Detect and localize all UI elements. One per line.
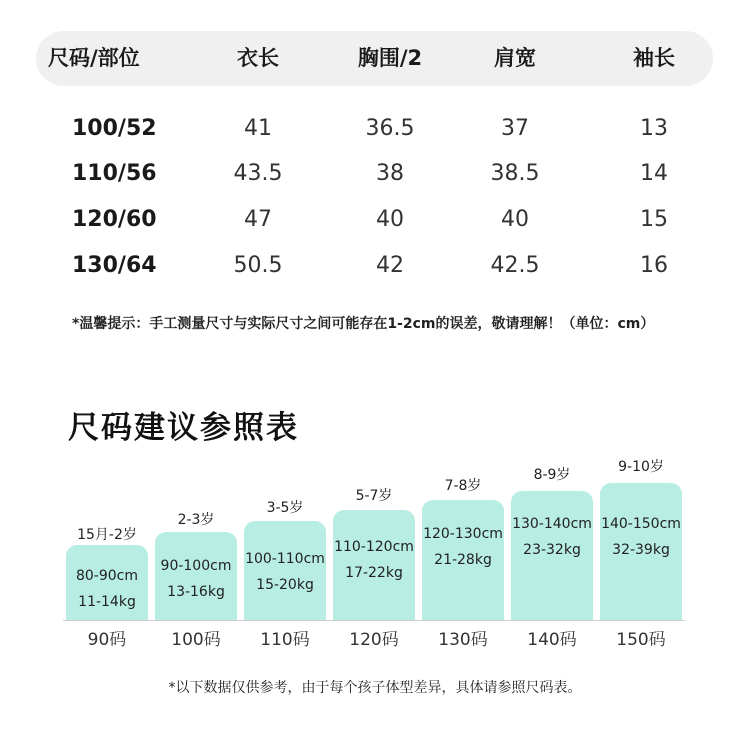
size-label: 90码: [87, 630, 127, 650]
row-size: 110/56: [72, 161, 157, 186]
weight-range: 23-32kg: [523, 542, 581, 558]
cell-shoulder: 38.5: [490, 161, 540, 186]
row-size: 130/64: [72, 253, 157, 278]
cell-sleeve: 16: [640, 253, 668, 278]
weight-range: 32-39kg: [612, 542, 670, 558]
cell-length: 43.5: [233, 161, 283, 186]
age-label: 7-8岁: [444, 478, 482, 494]
cell-length: 47: [244, 207, 272, 232]
size-label: 140码: [527, 630, 577, 650]
reference-note: *以下数据仅供参考，由于每个孩子体型差异，具体请参照尺码表。: [168, 680, 582, 696]
cell-chest: 36.5: [365, 116, 415, 141]
weight-range: 13-16kg: [167, 584, 225, 600]
cell-chest: 40: [376, 207, 404, 232]
baseline-divider: [63, 620, 685, 621]
age-label: 3-5岁: [266, 500, 304, 516]
height-range: 130-140cm: [512, 516, 592, 532]
height-range: 120-130cm: [423, 526, 503, 542]
header-sleeve: 袖长: [633, 46, 675, 70]
weight-range: 15-20kg: [256, 577, 314, 593]
cell-chest: 38: [376, 161, 404, 186]
age-label: 2-3岁: [177, 512, 215, 528]
height-range: 80-90cm: [75, 568, 138, 584]
cell-sleeve: 14: [640, 161, 668, 186]
cell-chest: 42: [376, 253, 404, 278]
row-size: 120/60: [72, 207, 157, 232]
weight-range: 21-28kg: [434, 552, 492, 568]
height-range: 100-110cm: [245, 551, 325, 567]
cell-length: 41: [244, 116, 272, 141]
age-label: 9-10岁: [618, 459, 664, 475]
size-label: 130码: [438, 630, 488, 650]
measurement-note: *温馨提示：手工测量尺寸与实际尺寸之间可能存在1-2cm的误差，敬请理解！（单位：cm）: [72, 316, 655, 332]
header-chest: 胸围/2: [357, 46, 423, 70]
weight-range: 17-22kg: [345, 565, 403, 581]
age-label: 5-7岁: [355, 488, 393, 504]
cell-sleeve: 13: [640, 116, 668, 141]
header-shoulder: 肩宽: [494, 46, 536, 70]
cell-length: 50.5: [233, 253, 283, 278]
size-label: 120码: [349, 630, 399, 650]
age-label: 8-9岁: [533, 467, 571, 483]
cell-sleeve: 15: [640, 207, 668, 232]
cell-shoulder: 42.5: [490, 253, 540, 278]
weight-range: 11-14kg: [78, 594, 136, 610]
row-size: 100/52: [72, 116, 157, 141]
section-title: 尺码建议参照表: [68, 410, 299, 446]
height-range: 90-100cm: [160, 558, 232, 574]
age-label: 15月-2岁: [77, 527, 137, 543]
size-label: 110码: [260, 630, 310, 650]
height-range: 140-150cm: [601, 516, 681, 532]
header-size-part: 尺码/部位: [48, 46, 140, 70]
cell-shoulder: 37: [501, 116, 529, 141]
height-range: 110-120cm: [334, 539, 414, 555]
cell-shoulder: 40: [501, 207, 529, 232]
header-length: 衣长: [237, 46, 279, 70]
size-label: 150码: [616, 630, 666, 650]
size-label: 100码: [171, 630, 221, 650]
